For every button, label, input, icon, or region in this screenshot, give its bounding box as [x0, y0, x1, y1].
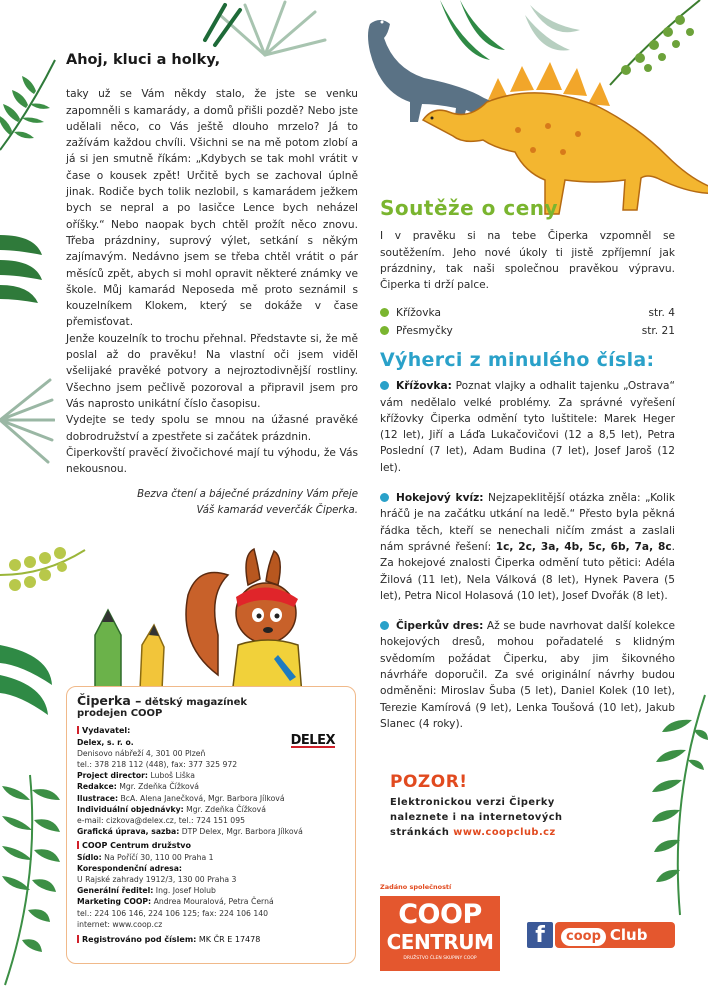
- magazine-name: Čiperka –: [77, 693, 142, 708]
- winner-block-text: . Za hokejové znalosti Čiperka odmění tuto pětici: Adéla Žilová (11 let), Nela Válková (8 let), Hynek Pavera (5 let), Petra Nicol Holasová (10 let), Josef Dvořák (8 let).: [380, 540, 676, 602]
- delex-logo: DELEX: [290, 733, 335, 748]
- imprint-value: DTP Delex, Mgr. Barbora Jílková: [179, 827, 303, 837]
- imprint-label: Marketing COOP:: [77, 897, 152, 907]
- imprint-box: [66, 686, 356, 964]
- fern-left-bottom-icon: [0, 770, 62, 990]
- notice-line: stránkách: [390, 827, 454, 838]
- imprint-label: Korespondenční adresa:: [77, 863, 183, 873]
- imprint-value: U Rajské zahrady 1912/3, 130 00 Praha 3: [77, 875, 237, 885]
- cycad-left-icon: [0, 370, 55, 470]
- imprint-heading: [77, 934, 345, 945]
- imprint-value: e-mail: cizkova@delex.cz, tel.: 724 151 095: [77, 816, 245, 826]
- winner-block: [380, 490, 675, 604]
- imprint-value: Mgr. Zdeňka Čížková: [183, 804, 266, 814]
- contest-section: [380, 196, 675, 340]
- letter-paragraph: Čiperkovští pravěcí živočichové mají tu výhodu, že Vás nekousnou.: [66, 446, 358, 476]
- contest-item-label: Křížovka: [396, 307, 441, 320]
- imprint-label: Sídlo:: [77, 852, 102, 862]
- coop-club-logo[interactable]: [555, 922, 675, 948]
- quiz-answer: 1c, 2c, 3a, 4b, 5c, 6b, 7a, 8c: [495, 540, 672, 553]
- winner-block-head: Čiperkův dres:: [396, 620, 484, 633]
- letter-paragraph: taky už se Vám někdy stalo, že jste se venku zapomněli s kamarády, a domů přišli pozdě? Nebo jste udělali něco, co Vás ještě dlouho mrzelo? Já to zažívám každou chvíli. Všichni se na mě potom zlobí a já si jen smutně říkám: „Kdybych se tak mohl vrátit v čase o kousek zpět! Určitě bych se zachoval úplně jinak. Rodiče bych tolik nezlobil, s kamarádem ježkem bych se nepral a po lasičce Lence bych neházel oříšky.“ Nebo naopak bych chtěl prožít něco znovu. Třeba prázdniny, suprový výlet, setkání s někým zajímavým. Nedávno jsem se třeba chtěl vrátit o pár měsíců zpět, abych si mohl opravit některé známky ve škole. Můj kamarád Neposeda mě proto seznámil s kouzelníkem Klokem, který se dokáže v čase přemisťovat.: [66, 88, 358, 329]
- website-link[interactable]: www.coopclub.cz: [453, 827, 556, 838]
- signature-line: Váš kamarád veverčák Čiperka.: [196, 505, 358, 516]
- notice-line: naleznete i na internetových: [390, 812, 563, 823]
- winner-block: [380, 378, 675, 476]
- winner-block: [380, 618, 675, 732]
- coop-centrum-logo: [380, 896, 500, 971]
- winner-block-head: Hokejový kvíz:: [396, 492, 484, 505]
- winner-block-text: Poznat vlajky a odhalit tajenku „Ostrava“ vám nedělalo velké problémy. Za správné vyřešení křížovky Čiperka odmění tyto luštitele: Marek Heger (12 let), Jiří a Láďa Lukačovičovi (12 a 8,5 let), Petra Poslední (7 let), Adam Budina (7 let), Josef Jaroš (12 let).: [380, 380, 675, 474]
- logo-text: DRUŽSTVO ČLEN SKUPINY COOP: [403, 956, 477, 961]
- imprint-value: tel.: 378 218 112 (448), fax: 377 325 972: [77, 760, 238, 770]
- imprint-value: Andrea Mouralová, Petra Černá: [151, 897, 274, 907]
- imprint-label: Registrováno pod číslem:: [82, 935, 197, 945]
- winners-section: [380, 349, 676, 743]
- imprint-value: Na Poříčí 30, 110 00 Praha 1: [101, 852, 214, 862]
- sponsor-label: Zadáno společností: [380, 883, 452, 891]
- imprint-value: Denisovo nábřeží 4, 301 00 Plzeň: [77, 748, 206, 758]
- fern-top-left-icon: [0, 50, 60, 160]
- logo-text: Club: [609, 926, 648, 944]
- imprint-heading: Vydavatel:: [77, 725, 345, 736]
- letter-paragraph: Jenže kouzelník to trochu přehnal. Představte si, že mě poslal až do pravěku! Na vlastní oči jsem viděl všelijaké pravěké potvory a nejroztodivnější rostliny. Všechno jsem pečlivě pozoroval a připravil jsem pro Vás naprosto unikátní číslo časopisu.: [66, 332, 358, 410]
- facebook-icon[interactable]: f: [527, 922, 553, 948]
- imprint-label: Ilustrace:: [77, 793, 119, 803]
- bullet-icon: [380, 493, 389, 502]
- squirrel-ciperka-icon: [178, 545, 328, 705]
- winner-block-head: Křížovka:: [396, 380, 452, 393]
- signature-line: Bezva čtení a báječné prázdniny Vám přeje: [137, 489, 358, 500]
- imprint-label: Redakce:: [77, 782, 117, 792]
- cycad-top-icon: [200, 0, 330, 60]
- notice-line: Elektronickou verzi Čiperky: [390, 797, 555, 808]
- logo-text: coop: [561, 928, 606, 946]
- bullet-icon: [380, 381, 389, 390]
- contest-intro: I v pravěku si na tebe Čiperka vzpomněl se soutěžením. Jeho nové úkoly ti jistě zpříjemní jak prázdniny, tak naši společnou pravěkou výpravu. Čiperka ti drží palce.: [380, 230, 675, 292]
- letter-paragraph: Vydejte se tedy spolu se mnou na úžasné pravěké dobrodružství a zpestřete si začátek prázdnin.: [66, 414, 358, 443]
- winners-title: Výherci z minulého čísla:: [380, 349, 655, 371]
- contest-list: [380, 304, 675, 340]
- imprint-value: Delex, s. r. o.: [77, 737, 134, 747]
- letter-signature: [66, 487, 358, 519]
- fern-left-yellow-icon: [0, 520, 90, 630]
- imprint-label: Individuální objednávky:: [77, 804, 184, 814]
- bullet-icon: [380, 308, 389, 317]
- imprint-value: Mgr. Zdeňka Čížková: [116, 782, 199, 792]
- imprint-value: Ing. Josef Holub: [153, 886, 216, 896]
- contest-item-page: str. 4: [648, 307, 675, 320]
- letter-greeting: Ahoj, kluci a holky,: [66, 52, 221, 68]
- imprint-value: internet: www.coop.cz: [77, 919, 163, 929]
- imprint-label: Generální ředitel:: [77, 886, 154, 896]
- logo-text: CENTRUM: [386, 930, 494, 954]
- imprint-value: BcA. Alena Janečková, Mgr. Barbora Jílková: [118, 793, 285, 803]
- winner-block-text: Až se bude navrhovat další kolekce hokejových dresů, mohou pořadatelé s klidným svědomím požádat Čiperku, aby jim šikovného návrháře doporučil. Za své originální návrhy budou odměněni: Miroslav Šuba (5 let), Daniel Kolek (10 let), Terezie Kamírová (9 let), Lenka Toušová (10 let), Jakub Slanec (4 roky).: [380, 620, 675, 730]
- imprint-label: Project director:: [77, 771, 148, 781]
- notice-body: [390, 795, 680, 840]
- list-item: [380, 322, 675, 340]
- logo-text: COOP: [398, 899, 482, 930]
- editorial-letter: [66, 52, 358, 477]
- imprint-heading: COOP Centrum družstvo: [77, 840, 345, 851]
- magazine-subtitle: dětský magazínek: [141, 697, 248, 708]
- imprint-value: MK ČR E 17478: [196, 935, 261, 945]
- fern-left-icon: [0, 225, 45, 315]
- contest-title: Soutěže o ceny: [380, 196, 559, 220]
- contest-item-page: str. 21: [641, 325, 675, 338]
- notice-title: POZOR!: [390, 772, 468, 792]
- imprint-value: tel.: 224 106 146, 224 106 125; fax: 224 106 140: [77, 908, 268, 918]
- bullet-icon: [380, 326, 389, 335]
- pencils-icon: [80, 600, 180, 690]
- bullet-icon: [380, 621, 389, 630]
- notice-box: [390, 772, 680, 840]
- imprint-label: Grafická úprava, sazba:: [77, 827, 180, 837]
- magazine-subtitle: prodejen COOP: [77, 708, 163, 720]
- leaf-left-bottom-icon: [0, 640, 55, 720]
- contest-item-label: Přesmyčky: [396, 325, 453, 338]
- imprint-value: Luboš Liška: [148, 771, 195, 781]
- list-item: [380, 304, 675, 322]
- winner-block-text: Nejzapeklitější otázka zněla: „Kolik hráčů je na začátku utkání na ledě.“ Přesto byla pěkná řádka těch, kteří se nenechali ničím zmást a zaslali nám správné řešení:: [380, 492, 675, 553]
